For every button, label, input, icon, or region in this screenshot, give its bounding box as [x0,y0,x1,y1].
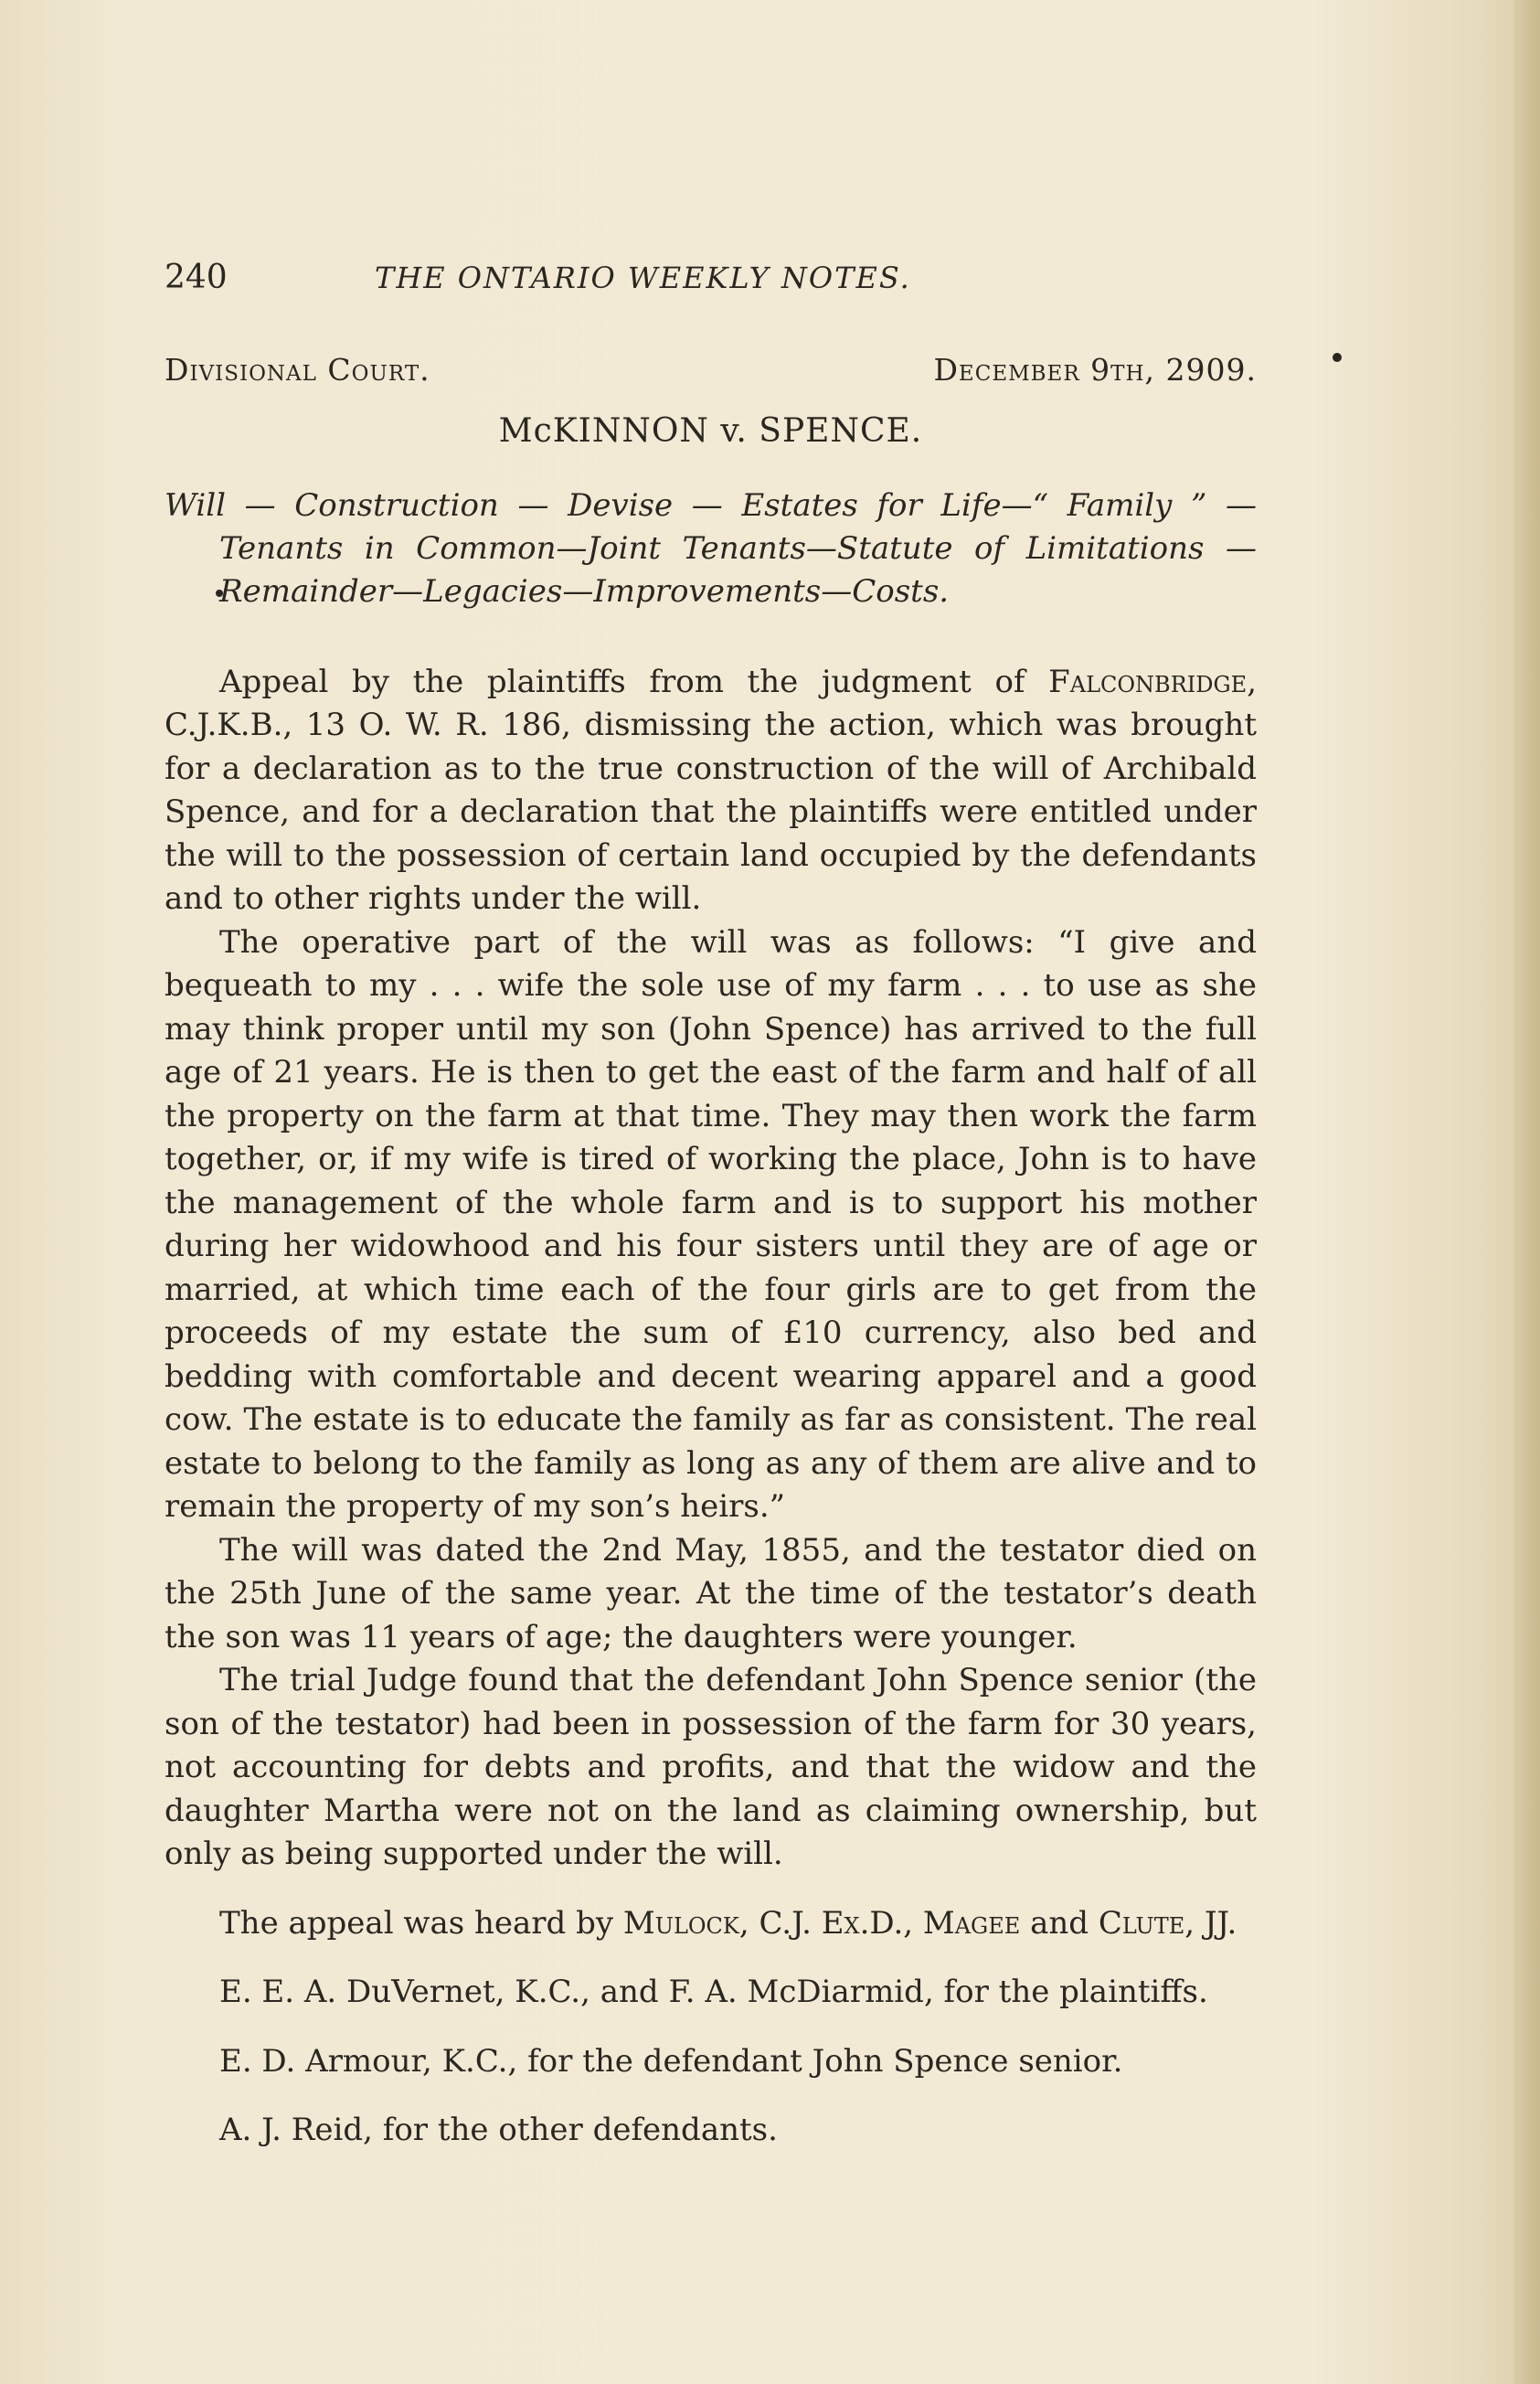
judge-name: Clute [1098,1904,1185,1942]
headnote: Will — Construction — Devise — Estates for Life—“ Family ” — Tenants in Common—Joint Tenants—Statute of Limitations —Remainder—Legacies—Improvements—Costs. [165,486,1257,610]
bench-line [165,1902,1257,1946]
court-name: Divisional Court. [165,351,430,388]
journal-title: THE ONTARIO WEEKLY NOTES. [375,261,911,295]
judge-name: Mulock [622,1904,739,1942]
running-header [165,256,1257,301]
counsel-line: A. J. Reid, for the other defendants. [219,2112,778,2148]
paragraph: The trial Judge found that the defendant John Spence senior (the son of the testator) had been in possession of the farm for 30 years, not accounting for debts and profits, and that the widow and the daughter Martha were not on the land as claiming ownership, but only as being supported under the will. [165,1662,1257,1872]
paragraph: The operative part of the will was as follows: “I give and bequeath to my . . . wife the sole use of my farm . . . to use as she may think proper until my son (John Spence) has arrived to the full age of 21 years. He is then to get the east of the farm and half of all the property on the farm at that time. They may then work the farm together, or, if my wife is tired of working the place, John is to have the management of the whole farm and is to support his mother during her widowhood and his four sisters until they are of age or married, at which time each of the four girls are to get from the proceeds of my estate the sum of £10 currency, also bed and bedding with comfortable and decent wearing apparel and a good cow. The estate is to educate the family as far as consistent. The real estate to belong to the family as long as any of them are alive and to remain the property of my son’s heirs.” [165,923,1257,1525]
court-line [165,348,1257,392]
bench-text: , C.J. [738,1904,822,1942]
bench-text: and [1020,1904,1099,1942]
judge-name: Magee [922,1904,1021,1942]
bench-text: The appeal was heard by [219,1904,623,1942]
judge-title: Ex.D. [821,1904,904,1942]
text-column [165,256,1257,2153]
counsel-line: E. E. A. DuVernet, K.C., and F. A. McDiarmid, for the plaintiffs. [219,1974,1208,2010]
paragraph-text: , C.J.K.B., 13 O. W. R. 186, dismissing the action, which was brought for a declaration as to the true construction of the will of Archibald Spence, and for a declaration that the plaintiffs were entitled under the will to the possession of certain land occupied by the defendants and to other rights under the will. [165,663,1257,917]
bench-text: , [903,1904,923,1942]
paragraph-text: Appeal by the plaintiffs from the judgment of [219,663,1049,700]
counsel-line: E. D. Armour, K.C., for the defendant John Spence senior. [219,2042,1123,2080]
judge-name: Falconbridge [1048,663,1248,700]
paragraph [165,661,1257,921]
ink-spot [1333,353,1342,362]
bench-text: , JJ. [1184,1904,1237,1942]
page-number: 240 [165,259,228,296]
page-edge-shadow [1514,0,1540,2384]
decision-date: December 9th, 2909. [933,351,1257,388]
case-title: McKINNON v. SPENCE. [498,412,923,450]
paragraph: The will was dated the 2nd May, 1855, and the testator died on the 25th June of the same year. At the time of the testator’s death the son was 11 years of age; the daughters were younger. [165,1531,1257,1655]
